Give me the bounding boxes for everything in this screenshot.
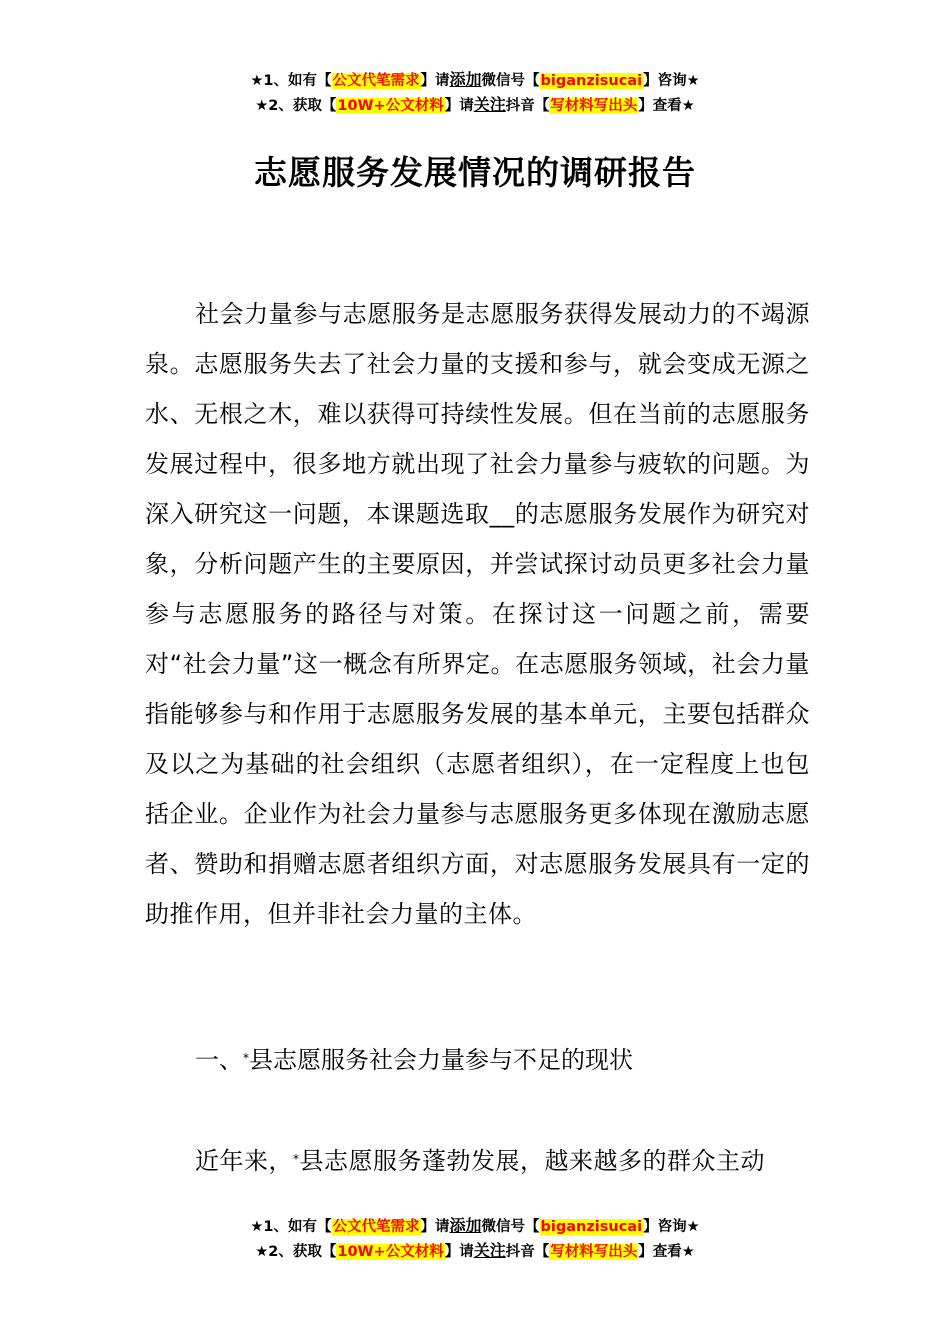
body-paragraph-2 [195, 1136, 765, 1186]
notice-text: 】请 [420, 73, 450, 89]
notice-text: 】查看★ [638, 1244, 695, 1260]
placeholder-mark: * [243, 1051, 249, 1065]
footer-notice [0, 1214, 950, 1264]
notice-text: ★1、如有【 [250, 73, 332, 89]
section-heading-1 [195, 1035, 633, 1085]
notice-text: 】咨询★ [643, 73, 700, 89]
notice-text: 】查看★ [638, 98, 695, 114]
highlight-ghostwriting: 公文代笔需求 [332, 73, 420, 89]
notice-text: 抖音【 [505, 98, 550, 114]
notice-text: 】请 [444, 98, 474, 114]
highlight-materials: 10W+公文材料 [337, 98, 444, 114]
underlined-add: 添加 [449, 70, 482, 89]
heading-number: 一、 [195, 1046, 243, 1074]
heading-text: 县志愿服务社会力量参与不足的现状 [249, 1046, 633, 1074]
underlined-add: 添加 [449, 1216, 482, 1235]
notice-text: 抖音【 [505, 1244, 550, 1260]
placeholder-mark: * [293, 1152, 300, 1166]
highlight-wechat-id: biganzisucai [540, 73, 643, 89]
highlight-materials: 10W+公文材料 [337, 1244, 444, 1260]
notice-line-2 [0, 93, 950, 118]
notice-text: 微信号【 [481, 73, 540, 89]
header-notice [0, 68, 950, 118]
notice-text: ★2、获取【 [255, 98, 337, 114]
highlight-ghostwriting: 公文代笔需求 [332, 1219, 420, 1235]
underlined-follow: 关注 [473, 95, 506, 114]
document-title: 志愿服务发展情况的调研报告 [254, 153, 696, 192]
underlined-follow: 关注 [473, 1241, 506, 1260]
notice-text: 微信号【 [481, 1219, 540, 1235]
notice-line-1 [0, 1214, 950, 1239]
notice-line-1 [0, 68, 950, 93]
notice-line-2 [0, 1239, 950, 1264]
body-paragraph-1: 社会力量参与志愿服务是志愿服务获得发展动力的不竭源泉。志愿服务失去了社会力量的支援和参与，就会变成无源之水、无根之木，难以获得可持续性发展。但在当前的志愿服务发展过程中，很多地方就出现了社会力量参与疲软的问题。为深入研究这一问题，本课题选取__的志愿服务发展作为研究对象，分析问题产生的主要原因，并尝试探讨动员更多社会力量参与志愿服务的路径与对策。在探讨这一问题之前，需要对“社会力量”这一概念有所界定。在志愿服务领域，社会力量指能够参与和作用于志愿服务发展的基本单元，主要包括群众及以之为基础的社会组织（志愿者组织），在一定程度上也包括企业。企业作为社会力量参与志愿服务更多体现在激励志愿者、赞助和捐赠志愿者组织方面，对志愿服务发展具有一定的助推作用，但并非社会力量的主体。 [145, 300, 810, 928]
notice-text: 】咨询★ [643, 1219, 700, 1235]
paragraph-text: 县志愿服务蓬勃发展，越来越多的群众主动 [299, 1147, 765, 1175]
highlight-wechat-id: biganzisucai [540, 1219, 643, 1235]
highlight-douyin-account: 写材料写出头 [550, 98, 638, 114]
paragraph-text: 近年来， [195, 1147, 293, 1175]
notice-text: ★1、如有【 [250, 1219, 332, 1235]
notice-text: 】请 [444, 1244, 474, 1260]
notice-text: 】请 [420, 1219, 450, 1235]
highlight-douyin-account: 写材料写出头 [550, 1244, 638, 1260]
notice-text: ★2、获取【 [255, 1244, 337, 1260]
